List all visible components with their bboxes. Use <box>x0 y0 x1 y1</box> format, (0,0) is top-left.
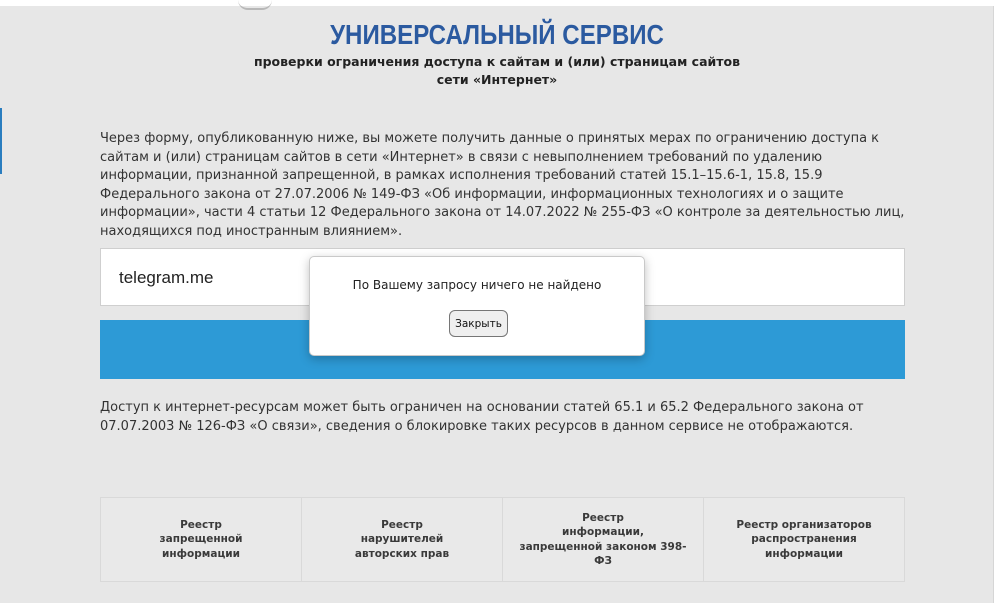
registry-prohibited-info-link[interactable]: Реестр запрещенной информации <box>101 498 302 581</box>
registry-398fz-link[interactable]: Реестр информации, запрещенной законом 398-ФЗ <box>503 498 704 581</box>
emblem-icon <box>238 0 272 10</box>
registry-copyright-violators-link[interactable]: Реестр нарушителей авторских прав <box>302 498 503 581</box>
scroll-indicator <box>0 108 2 174</box>
result-message: По Вашему запросу ничего не найдено <box>352 278 602 292</box>
page-subtitle <box>0 53 994 89</box>
registry-organizers-link[interactable]: Реестр организаторов распространения информации <box>704 498 904 581</box>
intro-paragraph: Через форму, опубликованную ниже, вы можете получить данные о принятых мерах по ограничению доступа к сайтам и (или) страницам сайтов в сети «Интернет» в связи с невыполнением требований по удалению информации, признанной запрещенной, в рамках исполнения требований статей 15.1–15.6-1, 15.8, 15.9 Федерального закона от 27.07.2006 № 149-ФЗ «Об информации, информационных технологиях и о защите информации», части 4 статьи 12 Федерального закона от 14.07.2022 № 255-ФЗ «О контроле за деятельностью лиц, находящихся под иностранным влиянием». <box>100 131 905 239</box>
result-dialog <box>309 256 645 356</box>
notice-paragraph: Доступ к интернет-ресурсам может быть ограничен на основании статей 65.1 и 65.2 Федерального закона от 07.07.2003 № 126-ФЗ «О связи», сведения о блокировке таких ресурсов в данном сервисе не отображаются. <box>100 400 864 434</box>
close-button[interactable]: Закрыть <box>449 310 508 337</box>
page-title: УНИВЕРСАЛЬНЫЙ СЕРВИС <box>330 19 664 50</box>
subtitle-line-2: сети «Интернет» <box>436 72 558 87</box>
subtitle-line-1: проверки ограничения доступа к сайтам и (или) страницам сайтов <box>253 54 741 69</box>
registry-links <box>100 497 905 582</box>
